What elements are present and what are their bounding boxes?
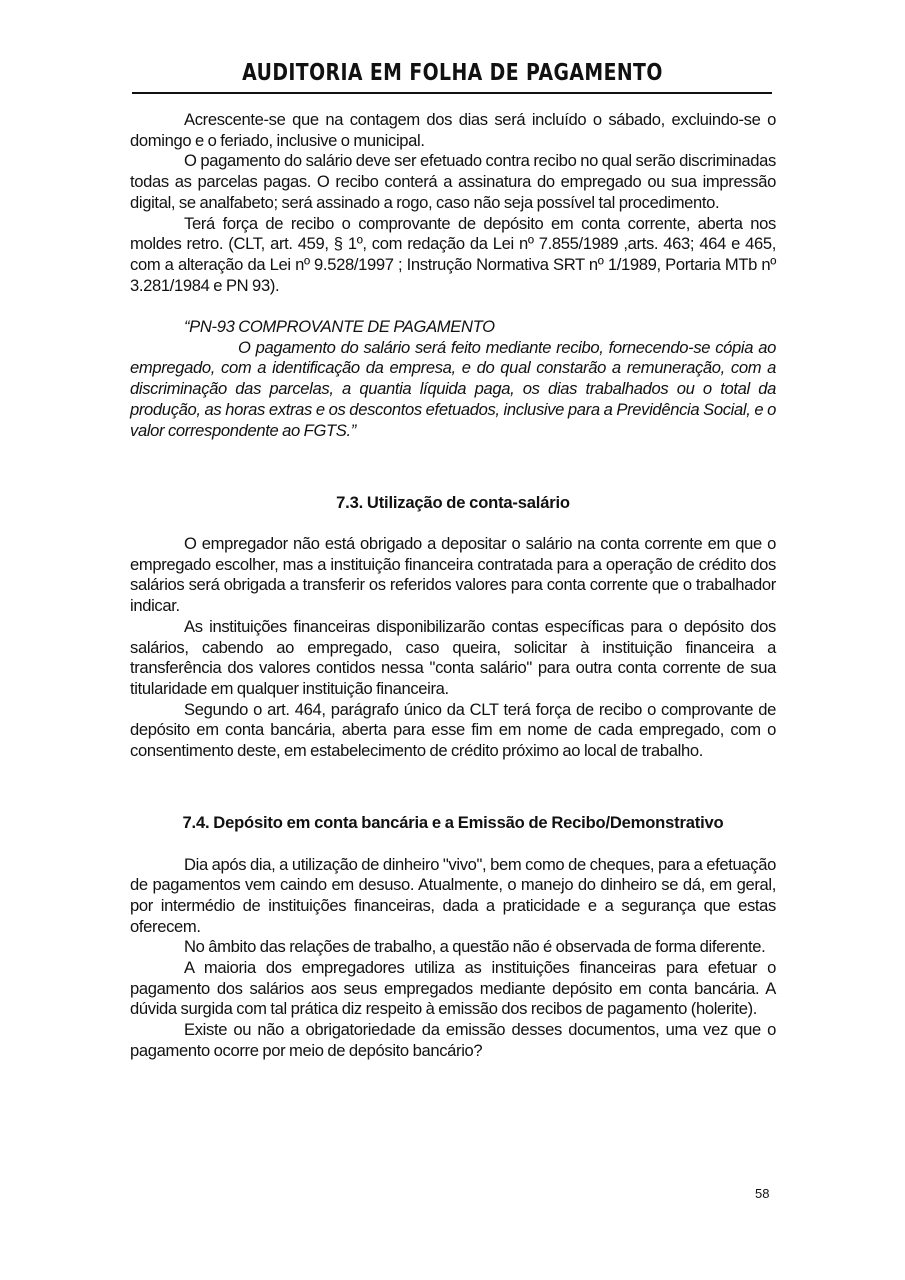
header-title: AUDITORIA EM FOLHA DE PAGAMENTO: [241, 60, 663, 86]
running-header: [132, 56, 772, 94]
page-number: 58: [755, 1186, 770, 1201]
paragraph: O empregador não está obrigado a depositar o salário na conta corrente em que o empregado escolher, mas a instituição financeira contratada para a operação de crédito dos salários será obrigada a transferir os referidos valores para conta corrente que o trabalhador indicar.: [130, 534, 776, 616]
section-heading-7-3: 7.3. Utilização de conta-salário: [336, 492, 570, 512]
paragraph: Segundo o art. 464, parágrafo único da CLT terá força de recibo o comprovante de depósito em conta bancária, aberta para esse fim em nome de cada empregado, com o consentimento deste, em estabelecimento de crédito próximo ao local de trabalho.: [130, 699, 776, 761]
paragraph: A maioria dos empregadores utiliza as instituições financeiras para efetuar o pagamento dos salários aos seus empregados mediante depósito em conta bancária. A dúvida surgida com tal prática diz respeito à emissão dos recibos de pagamento (holerite).: [130, 958, 776, 1019]
paragraph: Acrescente-se que na contagem dos dias será incluído o sábado, excluindo-se o domingo e o feriado, inclusive o municipal.: [130, 110, 776, 150]
paragraph: O pagamento do salário deve ser efetuado contra recibo no qual serão discriminadas todas as parcelas pagas. O recibo conterá a assinatura do empregado ou sua impressão digital, se analfabeto; será assinado a rogo, caso não seja possível tal procedimento.: [130, 151, 776, 212]
page-body: [130, 110, 776, 1062]
block-quote: [130, 317, 776, 441]
section-heading-7-4: 7.4. Depósito em conta bancária e a Emissão de Recibo/Demonstrativo: [182, 813, 724, 833]
paragraph: Existe ou não a obrigatoriedade da emissão desses documentos, uma vez que o pagamento ocorre por meio de depósito bancário?: [130, 1020, 776, 1060]
quote-title: “PN-93 COMPROVANTE DE PAGAMENTO: [184, 317, 495, 337]
quote-body: O pagamento do salário será feito mediante recibo, fornecendo-se cópia ao empregado, com a identificação da empresa, e do qual constarão a remuneração, com a discriminação das parcelas, a quantia líquida paga, os dias trabalhados ou o total da produção, as horas extras e os descontos efetuados, inclusive para a Previdência Social, e o valor correspondente ao FGTS.”: [130, 337, 776, 440]
paragraph: As instituições financeiras disponibilizarão contas específicas para o depósito dos salários, cabendo ao empregado, caso queira, solicitar à instituição financeira a transferência dos valores contidos nessa "conta salário" para outra conta corrente de sua titularidade em qualquer instituição financeira.: [130, 616, 776, 698]
paragraph: Dia após dia, a utilização de dinheiro "vivo", bem como de cheques, para a efetuação de pagamentos vem caindo em desuso. Atualmente, o manejo do dinheiro se dá, em geral, por intermédio de instituições financeiras, dada a praticidade e a segurança que estas oferecem.: [130, 854, 776, 936]
paragraph: Terá força de recibo o comprovante de depósito em conta corrente, aberta nos moldes retro. (CLT, art. 459, § 1º, com redação da Lei nº 7.855/1989 ,arts. 463; 464 e 465, com a alteração da Lei nº 9.528/1997 ; Instrução Normativa SRT nº 1/1989, Portaria MTb nº 3.281/1984 e PN 93).: [130, 213, 776, 295]
paragraph: No âmbito das relações de trabalho, a questão não é observada de forma diferente.: [184, 937, 766, 957]
